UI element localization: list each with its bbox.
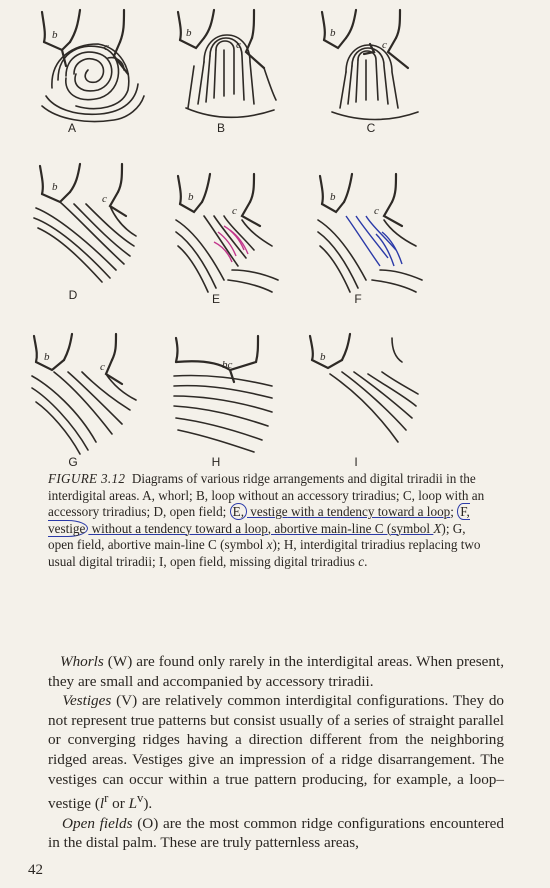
body-text — [48, 652, 504, 853]
panel-d-label-b: b — [52, 181, 58, 193]
panel-g — [26, 330, 176, 480]
paragraph-open-fields-text: (O) are the most common ridge configurations encountered in the distal palm. These are truly patternless areas, — [48, 814, 504, 852]
panel-a-label-b: b — [52, 29, 58, 41]
caption-i-symbol: c — [358, 553, 365, 569]
panel-b — [164, 4, 314, 154]
panel-b-letter: B — [216, 121, 225, 135]
term-whorls: Whorls — [59, 653, 104, 670]
panel-h-drawing — [168, 332, 318, 482]
caption-f-circle: F, vestige — [48, 504, 470, 536]
caption-part2: ); G, open field, abortive main-line C (symbol — [48, 520, 466, 552]
panel-h-label-bc: bc — [222, 359, 233, 371]
caption-part3: ); H, interdigital triradius replacing two usual digital triradii; I, open field, missing digital triradius — [48, 537, 481, 569]
panel-a-label-c: c — [104, 41, 109, 53]
panel-c-label-c: c — [382, 39, 387, 51]
term-vestiges: Vestiges — [62, 692, 112, 710]
caption-g-symbol: x — [266, 537, 273, 552]
panel-f — [310, 170, 460, 320]
panel-d-drawing — [26, 160, 176, 310]
caption-sep1: ; — [450, 504, 458, 519]
panel-b-label-c: c — [236, 39, 241, 51]
caption-e-letter: E, — [230, 503, 247, 520]
term-open-fields: Open fields — [62, 814, 133, 832]
panel-g-label-b: b — [44, 351, 50, 363]
panel-c-label-b: b — [330, 27, 336, 39]
panel-f-letter: F — [354, 292, 362, 306]
panel-g-drawing — [26, 330, 176, 480]
panel-e-label-b: b — [188, 191, 194, 203]
panel-g-label-c: c — [100, 361, 105, 373]
panel-e-label-c: c — [232, 205, 237, 217]
caption-e-vestige: vestige — [247, 504, 288, 519]
panel-i — [306, 330, 456, 480]
panel-a — [24, 4, 174, 154]
symbol-l-upper-mark: v — [137, 791, 144, 806]
panel-e-drawing — [168, 170, 318, 320]
panel-e-letter: E — [211, 292, 220, 306]
symbol-or: or — [108, 795, 129, 813]
panel-f-label-b: b — [330, 191, 336, 203]
figure-caption — [48, 471, 488, 570]
paragraph-open-fields — [48, 814, 504, 853]
panel-a-drawing — [24, 4, 174, 154]
panel-f-label-c: c — [374, 205, 379, 217]
panel-d-letter: D — [68, 288, 78, 302]
caption-f-rest: without a tendency toward a loop, abortive main-line C (symbol — [88, 520, 434, 536]
panel-h — [168, 332, 318, 482]
panel-d — [26, 160, 176, 310]
panel-e — [168, 170, 318, 320]
symbol-l-lower: l — [99, 795, 105, 813]
figure-label: FIGURE 3.12 — [48, 471, 126, 486]
caption-e-rest: with a tendency toward a loop — [287, 504, 451, 519]
panel-c-letter: C — [366, 121, 376, 135]
symbol-l-lower-mark: r — [104, 791, 109, 806]
panel-g-letter: G — [68, 455, 78, 469]
panel-f-drawing — [310, 170, 460, 320]
panel-h-letter: H — [211, 455, 221, 469]
panel-i-drawing — [306, 330, 456, 480]
paragraph-whorls — [48, 652, 504, 691]
paragraph-whorls-text: (W) are found only rarely in the interdigital areas. When present, they are small and accompanied by accessory triradii. — [48, 653, 505, 690]
page-number: 42 — [28, 862, 43, 878]
caption-end: . — [364, 553, 368, 569]
panel-i-letter: I — [354, 455, 358, 469]
paragraph-vestiges-text: (V) are relatively common interdigital configurations. They do not represent true patterns but consist usually of a series of straight parallel or converging ridges having a direction different from the neighboring ridged areas. Vestiges give an impression of a ridge disarrangement. The vestiges can occur within a true pattern producing, for example, a loop–vestige ( — [48, 692, 505, 813]
panel-b-drawing — [164, 4, 314, 154]
paragraph-vestiges — [48, 691, 504, 814]
paragraph-vestiges-end: ). — [143, 795, 153, 813]
caption-part1: Diagrams of various ridge arrangements and digital triradii in the interdigital areas. A, whorl; B, loop without an accessory triradius; C, loop with an accessory triradius; D, open field; — [48, 471, 485, 519]
caption-f-symbol: X — [433, 520, 442, 536]
symbol-l-upper: L — [128, 795, 138, 813]
panel-a-letter: A — [67, 121, 76, 135]
panel-i-label-b: b — [320, 351, 326, 363]
panel-d-label-c: c — [102, 193, 107, 205]
panel-b-label-b: b — [186, 27, 192, 39]
